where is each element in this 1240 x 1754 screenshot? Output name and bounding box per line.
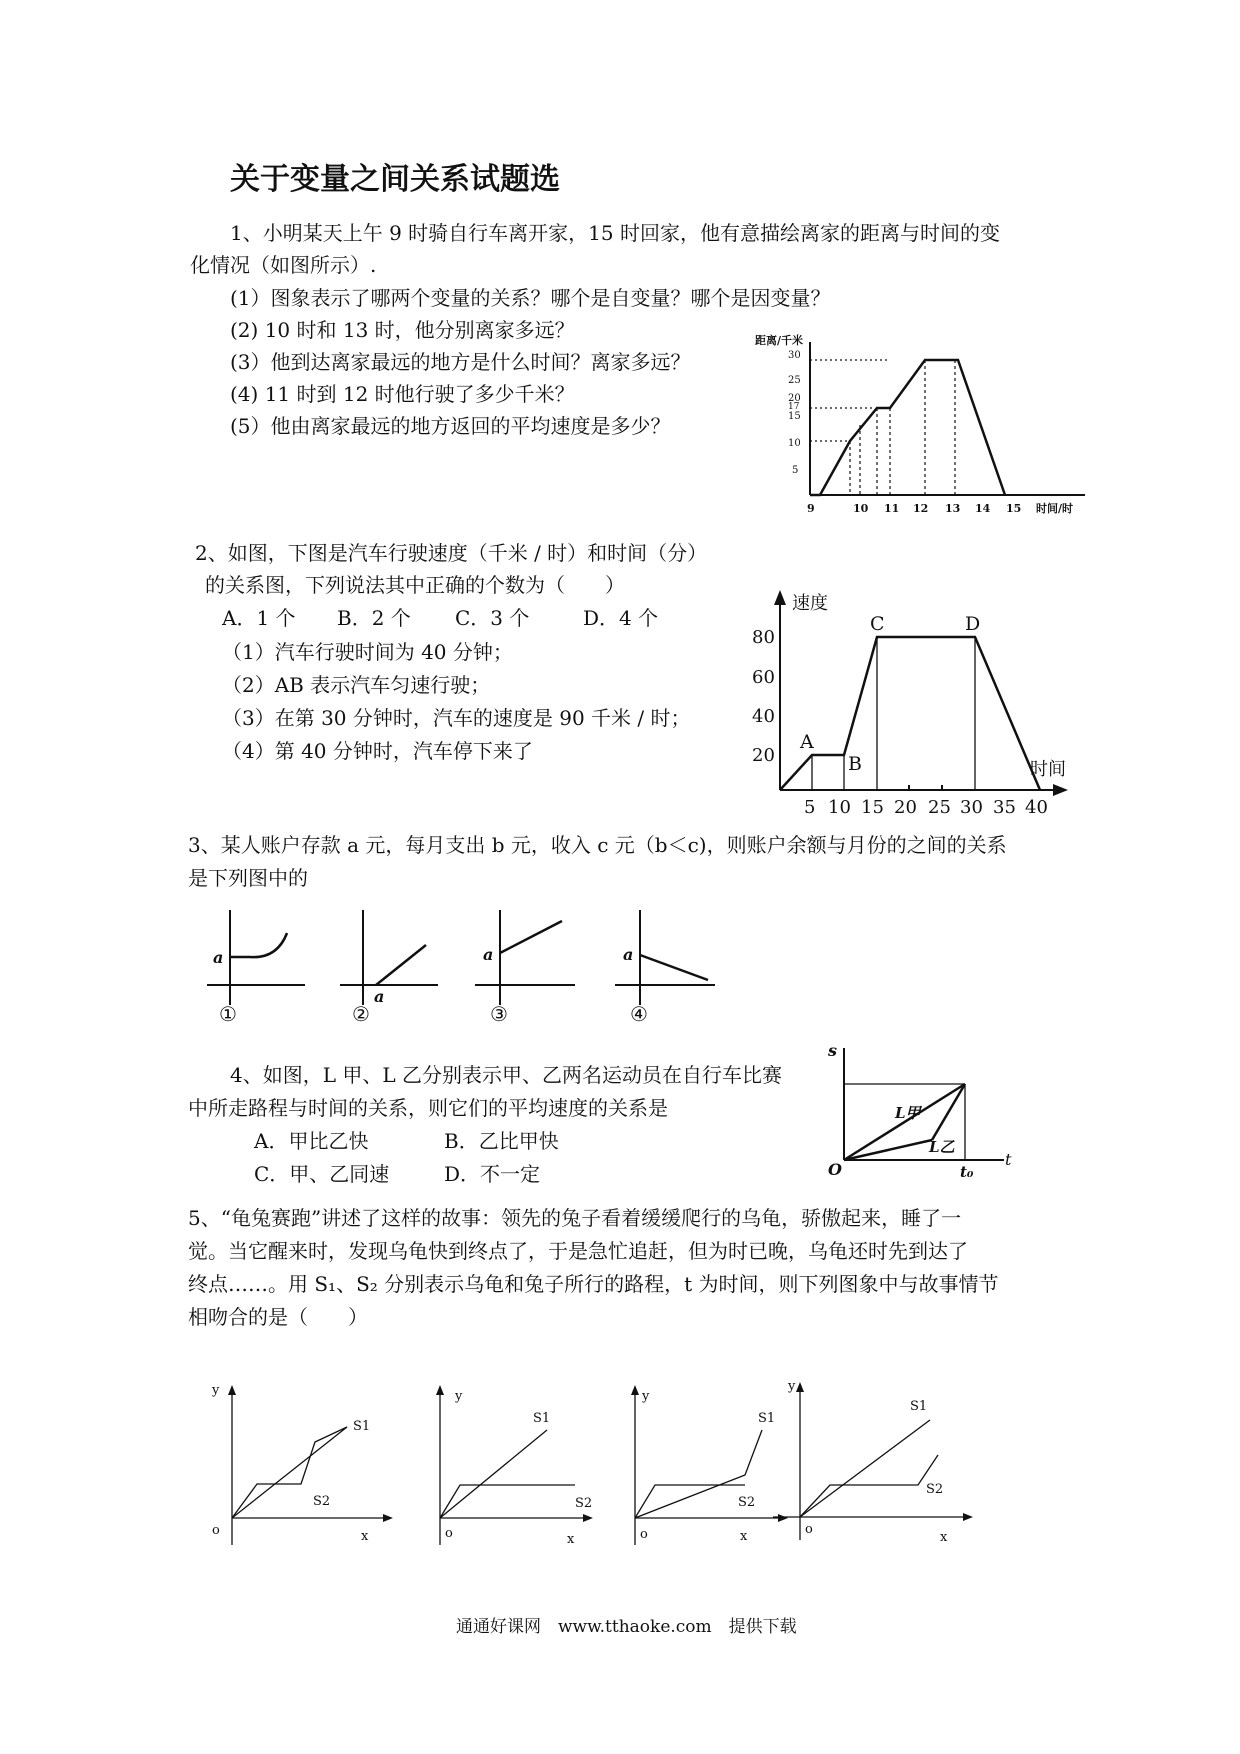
q3-g1-a-label: a [213, 948, 224, 967]
q2-ytick-20: 20 [752, 745, 775, 766]
q5-g3-s2-line [635, 1485, 745, 1518]
q1-ytick-30: 30 [788, 350, 801, 361]
q5-g1-o-label: o [212, 1523, 220, 1538]
q5-g4-s1-label: S1 [910, 1399, 928, 1414]
q5-g2-o-label: o [445, 1526, 453, 1541]
q3-g3-line [500, 921, 562, 953]
q5-graph-4 [770, 1375, 980, 1560]
q1-ytick-10: 10 [788, 438, 801, 449]
q5-g3-y-label: y [642, 1389, 650, 1404]
q2-option-c: C．3 个 [455, 606, 530, 630]
q5-g4-s2-label: S2 [926, 1482, 944, 1497]
q4-l-yi-line [844, 1140, 932, 1160]
q1-part-3: (3）他到达离家最远的地方是什么时间？离家多远？ [230, 350, 691, 374]
q1-part-4: (4) 11 时到 12 时他行驶了多少千米？ [230, 382, 575, 406]
q4-t-label: t [1005, 1150, 1012, 1169]
q1-xtick-14: 14 [975, 502, 991, 515]
q1-ytick-20: 20 [788, 393, 801, 404]
q3-g3-a-label: a [483, 945, 494, 964]
q5-g3-x-label: x [740, 1529, 748, 1544]
q5-g2-s1-label: S1 [533, 1411, 551, 1426]
q1-part-5: (5）他由离家最远的地方返回的平均速度是多少？ [230, 414, 671, 438]
page-title: 关于变量之间关系试题选 [230, 162, 560, 197]
q3-graph-4 [610, 905, 730, 1025]
q1-ytick-5: 5 [792, 465, 799, 476]
q5-g1-x-arrow [383, 1514, 393, 1522]
q2-ytick-60: 60 [752, 667, 775, 688]
q4-option-b: B．乙比甲快 [444, 1129, 559, 1153]
q5-g4-y-arrow [796, 1382, 804, 1392]
q4-t0-label: t₀ [960, 1163, 974, 1181]
q5-graph-1 [205, 1380, 405, 1560]
q1-xtick-10: 10 [853, 502, 869, 515]
q4-option-a: A．甲比乙快 [254, 1129, 369, 1153]
q5-g4-s1-line [800, 1420, 930, 1517]
q1-x-label: 时间/时 [1036, 502, 1074, 515]
q3-graph-2 [338, 905, 448, 1025]
q5-g4-y-label: y [788, 1379, 796, 1394]
q1-distance-time-chart [740, 330, 1100, 520]
q5-g1-y-arrow [228, 1385, 236, 1395]
q2-y-arrow [774, 590, 786, 605]
q3-g4-a-label: a [623, 945, 634, 964]
q3-g1-curve [230, 933, 287, 957]
q2-point-d: D [965, 613, 981, 635]
q1-stem-line1: 1、小明某天上午 9 时骑自行车离开家，15 时回家，他有意描绘离家的距离与时间的变 [230, 221, 1000, 245]
q5-g2-x-arrow [583, 1514, 593, 1522]
q1-xtick-12: 12 [913, 502, 929, 515]
q2-stem-line2: 的关系图，下列说法其中正确的个数为（ ） [205, 573, 625, 597]
q3-g1-number: ① [219, 1002, 237, 1026]
q4-option-d: D．不一定 [444, 1162, 541, 1186]
q1-ytick-15: 15 [788, 411, 801, 422]
q5-g1-x-label: x [361, 1529, 369, 1544]
q2-xtick-10: 10 [828, 797, 851, 818]
q3-graph-3 [470, 905, 590, 1025]
q5-stem-line4: 相吻合的是（ ） [188, 1305, 368, 1329]
q5-g3-y-arrow [631, 1385, 639, 1395]
q2-statement-2: （2）AB 表示汽车匀速行驶； [222, 673, 491, 697]
q5-g4-x-label: x [940, 1530, 948, 1545]
q3-g3-number: ③ [490, 1002, 508, 1026]
q2-statement-3: （3）在第 30 分钟时，汽车的速度是 90 千米 / 时； [222, 706, 691, 730]
q2-option-b: B．2 个 [337, 606, 411, 630]
q3-g2-number: ② [352, 1002, 370, 1026]
q5-g4-s2-line [800, 1455, 938, 1517]
q5-stem-line3: 终点……。用 S₁、S₂ 分别表示乌龟和兔子所行的路程，t 为时间，则下列图象中与故事情节 [188, 1272, 999, 1296]
page-footer: 通通好课网 www.tthaoke.com 提供下载 [456, 1617, 797, 1637]
q2-statement-1: （1）汽车行驶时间为 40 分钟； [222, 640, 513, 664]
q4-option-c: C．甲、乙同速 [254, 1162, 390, 1186]
q2-xtick-25: 25 [928, 797, 951, 818]
q4-stem-line2: 中所走路程与时间的关系，则它们的平均速度的关系是 [188, 1096, 668, 1120]
q2-xtick-5: 5 [804, 797, 816, 818]
q3-g2-line [376, 945, 426, 985]
q1-xtick-11: 11 [884, 502, 900, 515]
q3-graph-1 [205, 905, 315, 1025]
q2-xtick-40: 40 [1025, 797, 1048, 818]
q2-statement-4: （4）第 40 分钟时，汽车停下来了 [222, 739, 533, 763]
q4-distance-time-chart [822, 1040, 1022, 1180]
q5-g1-s2-label: S2 [313, 1494, 331, 1509]
q4-origin-label: O [828, 1160, 842, 1179]
q5-g1-y-label: y [212, 1383, 220, 1398]
q1-ytick-25: 25 [788, 375, 801, 386]
q2-xtick-35: 35 [993, 797, 1016, 818]
q1-stem-line2: 化情况（如图所示）. [190, 253, 377, 277]
q5-g4-x-arrow [963, 1513, 973, 1521]
q4-l-jia-label: L甲 [895, 1104, 921, 1122]
q2-point-a: A [800, 731, 814, 753]
q5-g3-s2-label: S2 [738, 1495, 756, 1510]
q1-xtick-9: 9 [807, 502, 815, 515]
q2-point-b: B [848, 753, 862, 775]
q2-speed-time-chart [740, 585, 1080, 825]
q5-g1-s1-label: S1 [353, 1419, 371, 1434]
q2-option-d: D．4 个 [583, 606, 659, 630]
q1-y-label: 距离/千米 [755, 334, 804, 347]
q3-g4-line [640, 955, 708, 980]
q5-graph-2 [415, 1380, 605, 1560]
q1-part-2: (2) 10 时和 13 时，他分别离家多远？ [230, 318, 575, 342]
q2-xtick-30: 30 [960, 797, 983, 818]
q2-x-label: 时间 [1030, 759, 1066, 780]
q4-l-yi-line-2 [932, 1084, 965, 1140]
q2-ytick-40: 40 [752, 706, 775, 727]
q2-y-label: 速度 [792, 593, 828, 614]
q3-stem-line1: 3、某人账户存款 a 元，每月支出 b 元，收入 c 元（b＜c)，则账户余额与月份的之间的关系 [188, 833, 1007, 857]
q2-xtick-20: 20 [894, 797, 917, 818]
q4-l-yi-label: L乙 [929, 1138, 955, 1156]
q5-stem-line1: 5、“龟兔赛跑”讲述了这样的故事：领先的兔子看着缓缓爬行的乌龟，骄傲起来，睡了一 [188, 1206, 962, 1230]
q5-stem-line2: 觉。当它醒来时，发现乌龟快到终点了，于是急忙追赶，但为时已晚，乌龟还时先到达了 [188, 1239, 968, 1263]
q5-g2-s2-label: S2 [575, 1496, 593, 1511]
q4-stem-line1: 4、如图，L 甲、L 乙分别表示甲、乙两名运动员在自行车比赛 [230, 1063, 783, 1087]
q2-xtick-15: 15 [861, 797, 884, 818]
q1-xtick-15: 15 [1006, 502, 1022, 515]
q3-g4-number: ④ [630, 1002, 648, 1026]
q2-option-a: A．1 个 [222, 606, 296, 630]
q1-part-1: (1）图象表示了哪两个变量的关系？哪个是自变量？哪个是因变量？ [230, 286, 831, 310]
q2-stem-line1: 2、如图，下图是汽车行驶速度（千米 / 时）和时间（分） [195, 541, 708, 565]
q1-xtick-13: 13 [945, 502, 961, 515]
q2-x-arrow [1053, 784, 1068, 796]
q5-g2-x-label: x [567, 1532, 575, 1547]
q4-s-label: s [828, 1041, 838, 1060]
q5-g3-o-label: o [640, 1527, 648, 1542]
q5-g2-y-arrow [436, 1385, 444, 1395]
q1-ytick-17: 17 [788, 402, 800, 412]
q3-stem-line2: 是下列图中的 [188, 866, 308, 890]
q5-g3-s1-label: S1 [758, 1411, 776, 1426]
q2-speed-line [780, 637, 1040, 790]
q5-g2-s1-line [440, 1430, 547, 1518]
q3-g2-a-label: a [374, 987, 385, 1006]
q5-g4-o-label: o [805, 1522, 813, 1537]
q2-ytick-80: 80 [752, 627, 775, 648]
q5-g2-y-label: y [455, 1389, 463, 1404]
q1-distance-line [810, 360, 1005, 495]
q2-point-c: C [870, 613, 885, 635]
